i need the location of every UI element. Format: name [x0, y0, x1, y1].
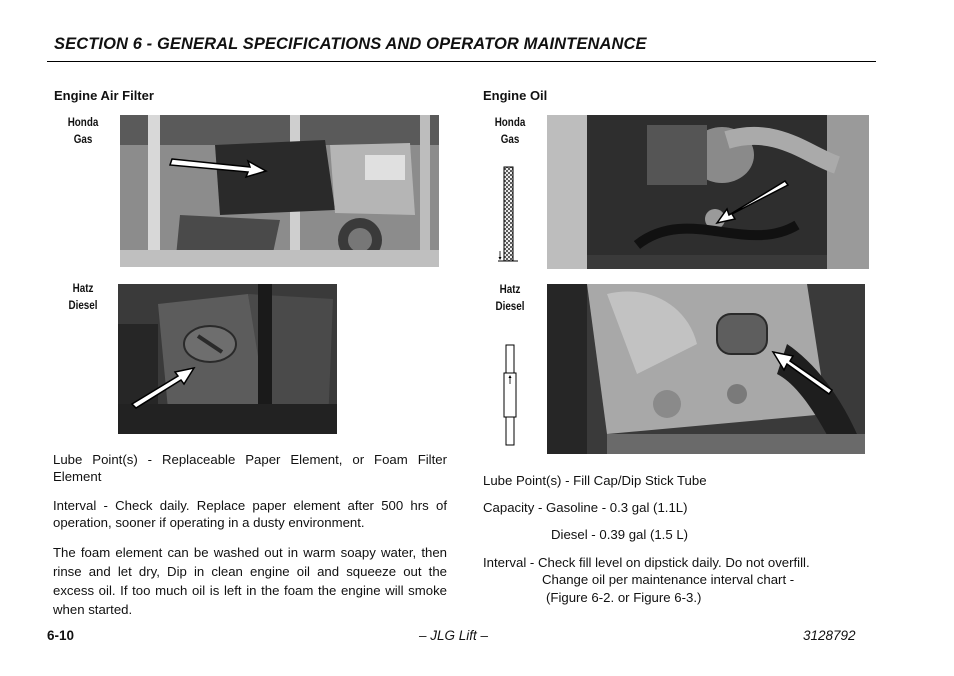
honda-air-filter-photo [120, 115, 439, 267]
hatz-label-line2: Diesel [68, 298, 98, 312]
air-filter-lube-point: Lube Point(s) - Replaceable Paper Element, or Foam Filter Element [53, 452, 447, 484]
honda-label-line1: Honda [67, 115, 99, 129]
oil-honda-label-line1: Honda [494, 115, 526, 129]
hatz-oil-photo [547, 284, 865, 454]
air-filter-heading: Engine Air Filter [54, 88, 154, 103]
header-rule [47, 61, 876, 62]
honda-label-line2: Gas [73, 132, 93, 146]
oil-interval-chart-note: Change oil per maintenance interval chart - [542, 572, 795, 587]
oil-hatz-label-line2: Diesel [495, 299, 525, 313]
oil-hatz-label-line1: Hatz [499, 282, 521, 296]
section-title: SECTION 6 - GENERAL SPECIFICATIONS AND OPERATOR MAINTENANCE [54, 35, 647, 53]
oil-capacity-gasoline: Capacity - Gasoline - 0.3 gal (1.1L) [483, 500, 688, 515]
oil-hatz-label [490, 281, 531, 315]
hatz-label-line1: Hatz [72, 281, 94, 295]
oil-capacity-diesel: Diesel - 0.39 gal (1.5 L) [551, 527, 689, 542]
oil-honda-label [490, 114, 531, 148]
air-filter-interval: Interval - Check daily. Replace paper element after 500 hrs of operation, sooner if operating in a dusty environment. [53, 498, 447, 530]
air-filter-foam-note: The foam element can be washed out in warm soapy water, then rinse and let dry, Dip in clean engine oil and squeeze out the excess oil. If too much oil is left in the foam the engine will smoke when started. [53, 545, 447, 617]
oil-figure-reference: (Figure 6-2. or Figure 6-3.) [546, 590, 702, 605]
air-filter-hatz-label [63, 280, 104, 314]
engine-oil-heading: Engine Oil [483, 88, 548, 103]
oil-lube-point: Lube Point(s) - Fill Cap/Dip Stick Tube [483, 473, 707, 488]
honda-dipstick-diagram [497, 165, 519, 265]
honda-oil-photo [547, 115, 869, 269]
air-filter-honda-label [63, 114, 104, 148]
hatz-air-filter-photo [118, 284, 337, 434]
page-number: 6-10 [47, 628, 75, 643]
doc-number: 3128792 [803, 628, 856, 643]
footer-center: – JLG Lift – [419, 628, 489, 643]
oil-interval: Interval - Check fill level on dipstick daily. Do not overfill. [483, 555, 810, 570]
hatz-dipstick-diagram [500, 344, 520, 446]
oil-honda-label-line2: Gas [500, 132, 520, 146]
